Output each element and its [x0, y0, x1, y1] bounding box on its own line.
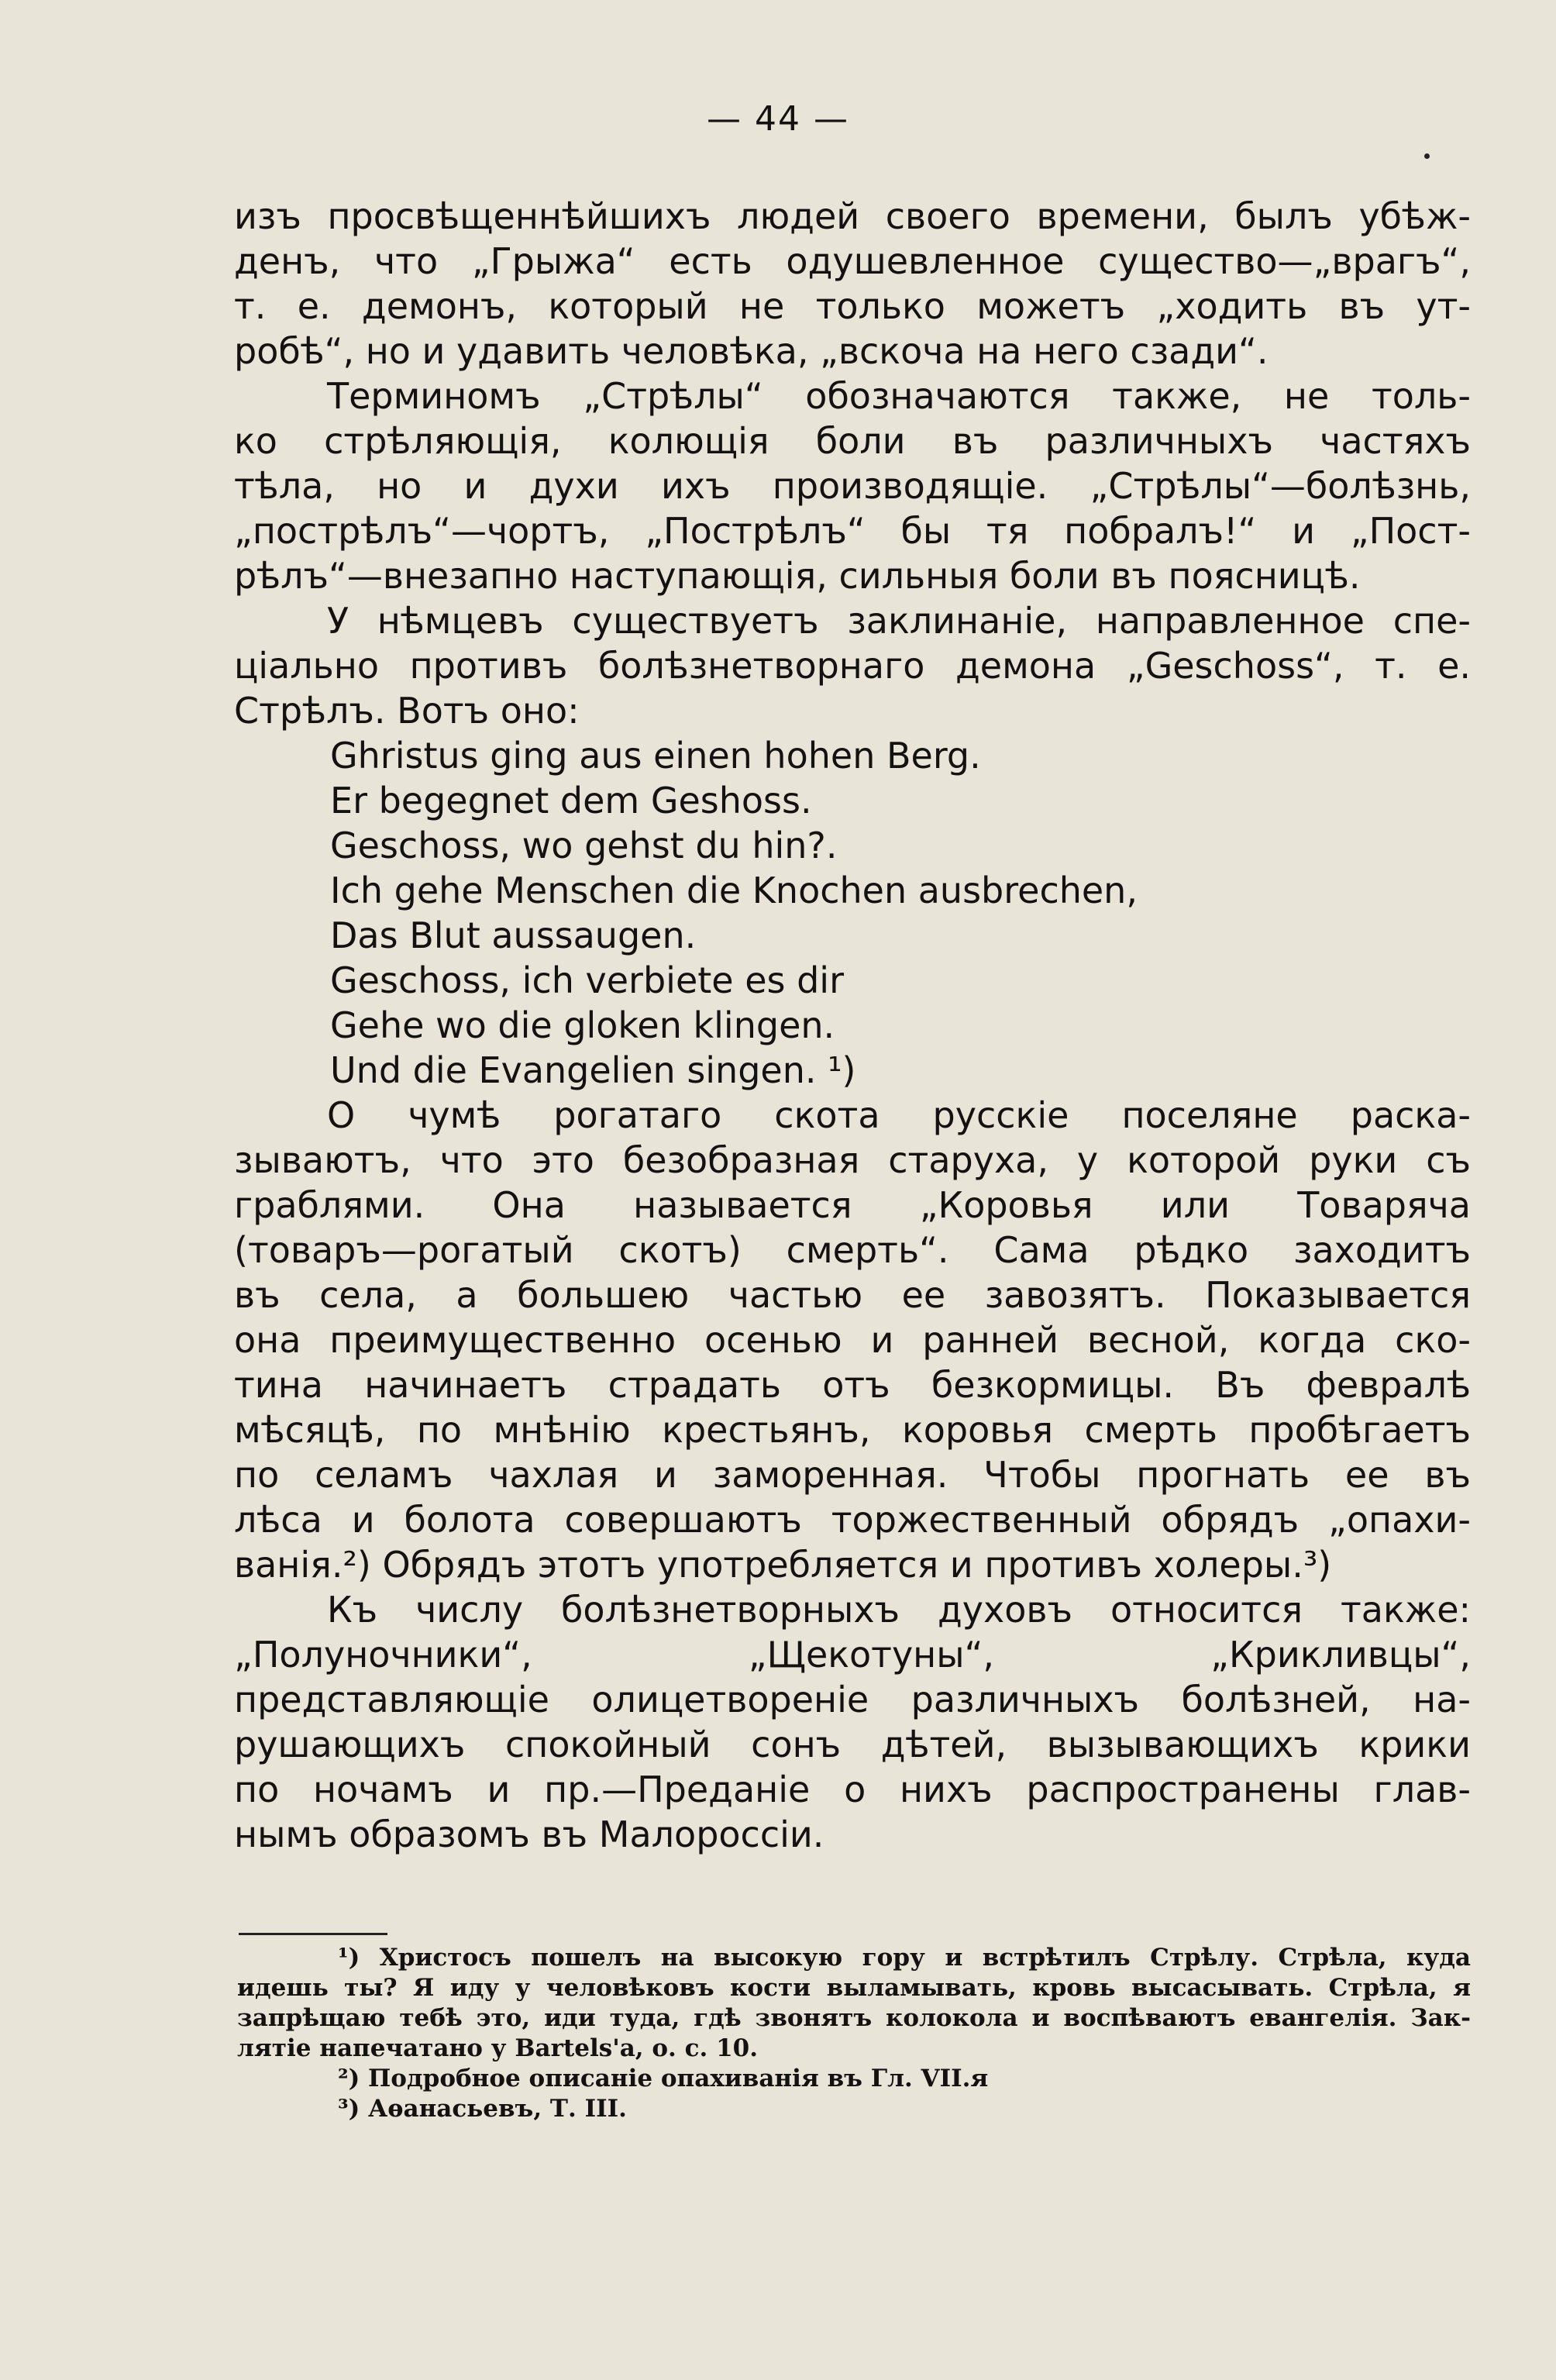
text-line: зываютъ, что это безобразная старуха, у которой руки съ	[234, 1139, 1471, 1181]
text-line: она преимущественно осенью и ранней весной, когда ско-	[234, 1319, 1471, 1361]
text-line: изъ просвѣщеннѣйшихъ людей своего времени, былъ убѣж-	[234, 195, 1471, 237]
footnote-line: запрѣщаю тебѣ это, иди туда, гдѣ звонятъ колокола и воспѣваютъ евангелія. Зак-	[237, 2004, 1471, 2032]
text-line: Geschoss, ich verbiete es dir	[330, 959, 844, 1001]
text-line: Къ числу болѣзнетворныхъ духовъ относится также:	[327, 1589, 1471, 1631]
text-line: Geschoss, wo gehst du hin?.	[330, 825, 838, 866]
text-line: „пострѣлъ“—чортъ, „Пострѣлъ“ бы тя побралъ!“ и „Пост-	[234, 510, 1471, 552]
text-line: Und die Evangelien singen. ¹)	[330, 1049, 856, 1091]
text-line: по ночамъ и пр.—Преданіе о нихъ распространены глав-	[234, 1769, 1471, 1810]
text-line: Стрѣлъ. Вотъ оно:	[234, 690, 580, 732]
text-line: ванія.²) Обрядъ этотъ употребляется и противъ холеры.³)	[234, 1544, 1332, 1586]
text-line: рушающихъ спокойный сонъ дѣтей, вызывающихъ крики	[234, 1724, 1471, 1765]
footnote-line: ²) Подробное описаніе опахиванія въ Гл. VII.я	[338, 2065, 989, 2092]
text-line: О чумѣ рогатаго скота русскіе поселяне раска-	[327, 1094, 1471, 1136]
body-text	[234, 194, 1471, 1857]
text-line: денъ, что „Грыжа“ есть одушевленное существо—„врагъ“,	[234, 240, 1471, 282]
page-number: — 44 —	[707, 99, 849, 139]
text-line: рѣлъ“—внезапно наступающія, сильныя боли въ поясницѣ.	[234, 555, 1361, 597]
footnote-line: идешь ты? Я иду у человѣковъ кости выламывать, кровь высасывать. Стрѣла, я	[237, 1974, 1471, 2002]
text-line: Das Blut aussaugen.	[330, 914, 697, 956]
footnotes	[237, 1943, 1471, 2124]
text-line: „Полуночники“, „Щекотуны“, „Крикливцы“,	[234, 1634, 1471, 1676]
footnote-line: ³) Аѳанасьевъ, Т. III.	[338, 2095, 627, 2123]
text-line: по селамъ чахлая и заморенная. Чтобы прогнать ее въ	[234, 1454, 1471, 1496]
text-line: нымъ образомъ въ Малороссіи.	[234, 1813, 824, 1855]
text-line: У нѣмцевъ существуетъ заклинаніе, направленное спе-	[327, 600, 1471, 642]
text-line: Gehe wo die gloken klingen.	[330, 1004, 835, 1046]
text-line: робѣ“, но и удавить человѣка, „вскоча на него сзади“.	[234, 330, 1269, 372]
text-line: лѣса и болота совершаютъ торжественный обрядъ „опахи-	[234, 1499, 1471, 1541]
text-line: ціально противъ болѣзнетворнаго демона „Geschoss“, т. е.	[234, 645, 1471, 687]
text-line: (товаръ—рогатый скотъ) смерть“. Сама рѣдко заходитъ	[234, 1229, 1471, 1271]
text-line: Терминомъ „Стрѣлы“ обозначаются также, не толь-	[327, 375, 1471, 417]
text-line: ко стрѣляющія, колющія боли въ различныхъ частяхъ	[234, 420, 1471, 462]
footnote-line: лятіе напечатано у Bartels'а, о. с. 10.	[237, 2034, 759, 2062]
text-line: тина начинаетъ страдать отъ безкормицы. Въ февралѣ	[234, 1364, 1471, 1406]
footnote-line: ¹) Христосъ пошелъ на высокую гору и встрѣтилъ Стрѣлу. Стрѣла, куда	[338, 1944, 1471, 1972]
text-line: Ich gehe Menschen die Knochen ausbrechen,	[330, 870, 1138, 911]
text-line: граблями. Она называется „Коровья или Товаряча	[234, 1184, 1471, 1226]
text-line: Ghristus ging aus einen hohen Berg.	[330, 735, 981, 777]
text-line: представляющіе олицетвореніе различныхъ болѣзней, на-	[234, 1679, 1471, 1720]
text-line: мѣсяцѣ, по мнѣнію крестьянъ, коровья смерть пробѣгаетъ	[234, 1409, 1471, 1451]
text-line: тѣла, но и духи ихъ производящіе. „Стрѣлы“—болѣзнь,	[234, 465, 1471, 507]
text-line: въ села, а большею частью ее завозятъ. Показывается	[234, 1274, 1471, 1316]
ink-dot	[1424, 153, 1430, 159]
text-line: Er begegnet dem Geshoss.	[330, 780, 812, 821]
footnote-rule	[239, 1933, 387, 1935]
text-line: т. е. демонъ, который не только можетъ „ходить въ ут-	[234, 285, 1471, 327]
